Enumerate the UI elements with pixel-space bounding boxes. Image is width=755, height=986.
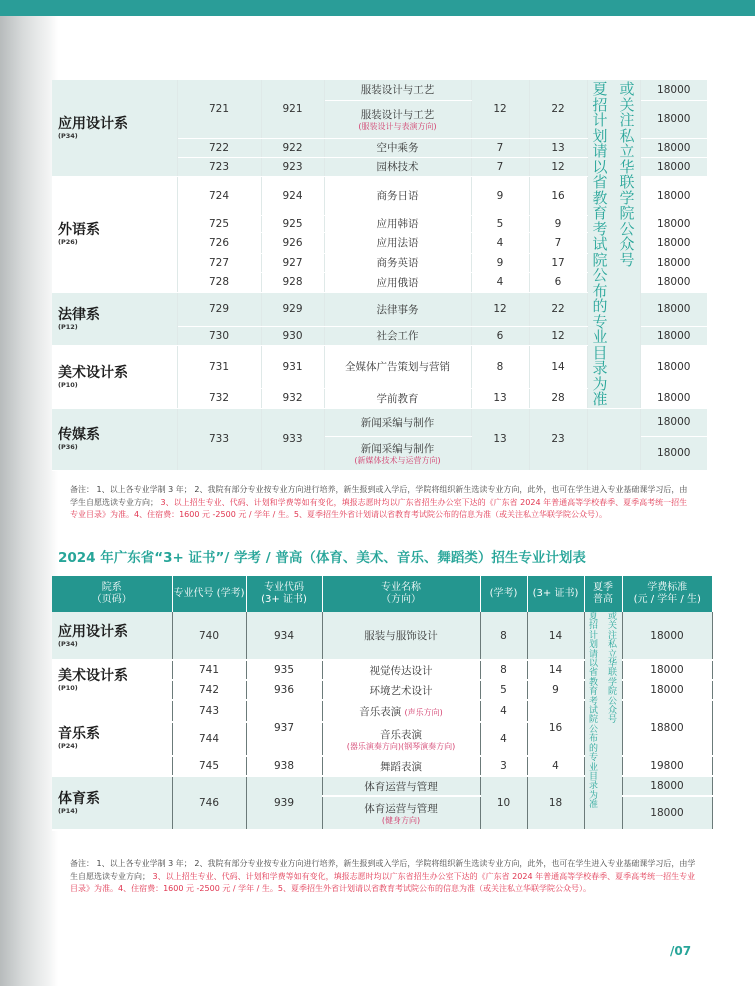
code-a: 746 bbox=[172, 776, 246, 830]
major-name: 商务英语 bbox=[324, 253, 471, 272]
header-n2 bbox=[527, 576, 584, 612]
major-name: 商务日语 bbox=[324, 176, 471, 215]
major-direction: (服装设计与表演方向) bbox=[358, 121, 437, 131]
quota-b: 16 bbox=[529, 176, 587, 215]
note-1-part-1: 备注： 1、以上各专业学制 3 年； 2、我院有部分专业按专业方向进行培养，新生报到或入学后，学院将组织新生选读专业方向，此外，也可在学生进入专业基础课学习后，由学生自愿选读专业方向； bbox=[70, 485, 688, 507]
dept-cell-foreign bbox=[52, 176, 177, 292]
code-a: 733 bbox=[177, 408, 261, 470]
dept-page: (P26) bbox=[58, 238, 78, 246]
summer-note-text: 夏招计划请以省教育考试院公布的专业目录为准 bbox=[588, 612, 598, 811]
dept-cell-music bbox=[52, 700, 172, 776]
code-a: 727 bbox=[177, 253, 261, 272]
quota-b: 22 bbox=[529, 292, 587, 326]
fee: 18000 bbox=[640, 326, 707, 345]
major-name: 新闻采编与制作 bbox=[324, 408, 471, 436]
enrollment-table-1 bbox=[52, 80, 707, 471]
fee: 18000 bbox=[640, 408, 707, 436]
fee: 18000 bbox=[622, 796, 712, 830]
code-a: 744 bbox=[172, 722, 246, 756]
fee: 18000 bbox=[640, 215, 707, 232]
major-name: 服装设计与工艺 bbox=[324, 80, 471, 100]
code-a: 740 bbox=[172, 612, 246, 660]
dept-name: 美术设计系 bbox=[58, 364, 128, 381]
major-name: 园林技术 bbox=[324, 157, 471, 176]
quota-b: 22 bbox=[529, 80, 587, 138]
quota-a: 13 bbox=[471, 408, 529, 470]
major-name bbox=[322, 700, 480, 722]
quota-a: 6 bbox=[471, 326, 529, 345]
code-b: 928 bbox=[261, 272, 324, 292]
quota-b: 23 bbox=[529, 408, 587, 470]
dept-page: (P34) bbox=[58, 131, 78, 140]
quota-a: 9 bbox=[471, 176, 529, 215]
code-b: 933 bbox=[261, 408, 324, 470]
major-name: 法律事务 bbox=[324, 292, 471, 326]
code-b: 937 bbox=[246, 700, 322, 756]
major-name: 应用韩语 bbox=[324, 215, 471, 232]
summer-note-cell bbox=[587, 80, 640, 408]
major-name bbox=[322, 722, 480, 756]
quota-a: 4 bbox=[471, 272, 529, 292]
major-direction: (器乐演奏方向)(钢琴演奏方向) bbox=[346, 741, 456, 751]
quota-b: 12 bbox=[529, 326, 587, 345]
quota-a: 13 bbox=[471, 388, 529, 408]
code-b: 929 bbox=[261, 292, 324, 326]
quota-b: 6 bbox=[529, 272, 587, 292]
dept-cell-art bbox=[52, 660, 172, 700]
quota-a: 4 bbox=[480, 722, 527, 756]
quota-b: 16 bbox=[527, 700, 584, 756]
header-major bbox=[322, 576, 480, 612]
major-name: 舞蹈表演 bbox=[322, 756, 480, 776]
dept-cell-art bbox=[52, 345, 177, 408]
quota-b: 4 bbox=[527, 756, 584, 776]
summer-note-text-2: 或关注私立华联学院公众号 bbox=[619, 80, 635, 269]
code-b: 934 bbox=[246, 612, 322, 660]
fee: 18000 bbox=[640, 157, 707, 176]
header-n2-label: (3+ 证书) bbox=[532, 588, 579, 599]
major-name: 社会工作 bbox=[324, 326, 471, 345]
dept-page: (P24) bbox=[58, 742, 78, 750]
quota-a: 7 bbox=[471, 157, 529, 176]
quota-b: 12 bbox=[529, 157, 587, 176]
header-code-a bbox=[172, 576, 246, 612]
dept-page: (P10) bbox=[58, 380, 78, 389]
code-b: 932 bbox=[261, 388, 324, 408]
fee: 18000 bbox=[640, 138, 707, 157]
quota-a: 9 bbox=[471, 253, 529, 272]
code-b: 925 bbox=[261, 215, 324, 232]
code-b: 924 bbox=[261, 176, 324, 215]
fee: 18000 bbox=[640, 80, 707, 100]
code-b: 938 bbox=[246, 756, 322, 776]
note-2 bbox=[70, 858, 696, 896]
fee: 18000 bbox=[622, 612, 712, 660]
enrollment-table-2 bbox=[52, 576, 713, 831]
note-2-part-2: 3、以上招生专业、代码、计划和学费等如有变化，填报志愿时均以广东省招生办公室下达的《广东省 2024 年普通高等学校春季、夏季高考统一招生专业目录》为准。4、住宿费：1600 元 -2500 元 / 学年 / 生。5、夏季招生外省计划请以省教育考试院公布的信息为准（或关注私立华联学院公众号）。 bbox=[70, 871, 696, 893]
code-b: 922 bbox=[261, 138, 324, 157]
code-b: 921 bbox=[261, 80, 324, 138]
dept-name: 应用设计系 bbox=[58, 623, 128, 640]
code-b: 935 bbox=[246, 660, 322, 680]
code-a: 725 bbox=[177, 215, 261, 232]
quota-b: 9 bbox=[527, 680, 584, 700]
note-2-part-1: 备注： 1、以上各专业学制 3 年； 2、我院有部分专业按专业方向进行培养，新生报到或入学后，学院将组织新生选读专业方向，此外，也可在学生进入专业基础课学习后，由学生自愿选读专业方向； bbox=[70, 859, 696, 881]
fee: 18800 bbox=[622, 700, 712, 756]
major-name: 服装与服饰设计 bbox=[322, 612, 480, 660]
major-direction: (新媒体技术与运营方向) bbox=[354, 455, 441, 465]
fee: 19800 bbox=[622, 756, 712, 776]
code-b: 936 bbox=[246, 680, 322, 700]
dept-name: 音乐系 bbox=[58, 726, 100, 742]
quota-a: 3 bbox=[480, 756, 527, 776]
quota-a: 12 bbox=[471, 292, 529, 326]
code-b: 931 bbox=[261, 345, 324, 388]
header-dept-sub: （页码） bbox=[91, 594, 132, 605]
code-b: 939 bbox=[246, 776, 322, 830]
dept-name: 法律系 bbox=[58, 306, 100, 323]
code-a: 726 bbox=[177, 232, 261, 253]
quota-b: 14 bbox=[529, 345, 587, 388]
quota-b: 7 bbox=[529, 232, 587, 253]
major-label: 体育运营与管理 bbox=[364, 802, 438, 815]
header-code-b-sub: (3+ 证书) bbox=[261, 594, 307, 605]
dept-name: 美术设计系 bbox=[58, 668, 128, 684]
code-a: 732 bbox=[177, 388, 261, 408]
code-b: 923 bbox=[261, 157, 324, 176]
major-name: 体育运营与管理 bbox=[322, 776, 480, 796]
header-fee-sub: (元 / 学年 / 生) bbox=[633, 594, 701, 605]
fee: 18000 bbox=[640, 272, 707, 292]
header-dept-label: 院系 bbox=[101, 582, 122, 593]
major-label: 新闻采编与制作 bbox=[360, 442, 435, 455]
code-a: 742 bbox=[172, 680, 246, 700]
quota-b: 17 bbox=[529, 253, 587, 272]
dept-name: 应用设计系 bbox=[58, 115, 128, 132]
dept-cell-sport bbox=[52, 776, 172, 830]
major-name: 学前教育 bbox=[324, 388, 471, 408]
major-name: 应用俄语 bbox=[324, 272, 471, 292]
header-dept bbox=[52, 576, 172, 612]
header-code-b bbox=[246, 576, 322, 612]
fee: 18000 bbox=[640, 253, 707, 272]
header-code-b-label: 专业代码 bbox=[264, 582, 304, 593]
dept-cell-apply bbox=[52, 612, 172, 660]
fee: 18000 bbox=[640, 100, 707, 138]
quota-b: 28 bbox=[529, 388, 587, 408]
fee: 18000 bbox=[640, 176, 707, 215]
dept-name: 外语系 bbox=[58, 222, 100, 238]
fee: 18000 bbox=[640, 388, 707, 408]
dept-name: 传媒系 bbox=[58, 427, 100, 443]
major-name: 环境艺术设计 bbox=[322, 680, 480, 700]
quota-b: 14 bbox=[527, 660, 584, 680]
header-n1-label: (学考) bbox=[489, 588, 518, 599]
fee: 18000 bbox=[640, 436, 707, 470]
header-summer bbox=[584, 576, 622, 612]
section-title-2: 2024 年广东省“3+ 证书”/ 学考 / 普高（体育、美术、音乐、舞蹈类）招生专业计划表 bbox=[58, 550, 586, 566]
quota-a: 7 bbox=[471, 138, 529, 157]
code-a: 743 bbox=[172, 700, 246, 722]
major-direction: (健身方向) bbox=[381, 815, 421, 825]
major-label: 服装设计与工艺 bbox=[360, 108, 435, 121]
major-name: 视觉传达设计 bbox=[322, 660, 480, 680]
quota-a: 4 bbox=[471, 232, 529, 253]
major-name: 全媒体广告策划与营销 bbox=[324, 345, 471, 388]
dept-page: (P14) bbox=[58, 807, 78, 815]
major-name: 空中乘务 bbox=[324, 138, 471, 157]
quota-a: 8 bbox=[471, 345, 529, 388]
code-a: 745 bbox=[172, 756, 246, 776]
code-b: 926 bbox=[261, 232, 324, 253]
dept-cell-law bbox=[52, 292, 177, 345]
note-1-part-2: 3、以上招生专业、代码、计划和学费等如有变化，填报志愿时均以广东省招生办公室下达的《广东省 2024 年普通高等学校春季、夏季高考统一招生专业目录》为准。4、住宿费：1600 元 -2500 元 / 学年 / 生。5、夏季招生外省计划请以省教育考试院公布的信息为准（或关注私立华联学院公众号）。 bbox=[70, 497, 688, 519]
quota-b: 14 bbox=[527, 612, 584, 660]
header-major-sub: （方向） bbox=[381, 594, 421, 605]
header-fee bbox=[622, 576, 712, 612]
dept-page: (P34) bbox=[58, 639, 78, 648]
book-spine-shadow bbox=[0, 16, 58, 986]
code-b: 927 bbox=[261, 253, 324, 272]
summer-note-cell bbox=[584, 612, 622, 830]
major-name bbox=[324, 100, 471, 138]
code-a: 723 bbox=[177, 157, 261, 176]
dept-page: (P12) bbox=[58, 322, 78, 331]
top-color-bar bbox=[0, 0, 755, 16]
fee: 18000 bbox=[640, 292, 707, 326]
dept-cell-apply bbox=[52, 80, 177, 176]
code-b: 930 bbox=[261, 326, 324, 345]
major-direction: (声乐方向) bbox=[404, 707, 443, 717]
header-summer-label: 夏季 bbox=[593, 582, 613, 593]
major-name bbox=[322, 796, 480, 830]
quota-b: 13 bbox=[529, 138, 587, 157]
dept-page: (P36) bbox=[58, 443, 78, 451]
code-a: 721 bbox=[177, 80, 261, 138]
code-a: 741 bbox=[172, 660, 246, 680]
quota-b: 9 bbox=[529, 215, 587, 232]
major-label: 音乐表演 bbox=[359, 705, 402, 718]
code-a: 724 bbox=[177, 176, 261, 215]
code-a: 731 bbox=[177, 345, 261, 388]
header-fee-label: 学费标准 bbox=[647, 582, 688, 593]
dept-name: 体育系 bbox=[58, 791, 100, 807]
quota-a: 8 bbox=[480, 612, 527, 660]
code-a: 722 bbox=[177, 138, 261, 157]
major-name bbox=[324, 436, 471, 470]
dept-page: (P10) bbox=[58, 684, 78, 692]
major-label: 音乐表演 bbox=[380, 728, 422, 741]
quota-a: 4 bbox=[480, 700, 527, 722]
summer-note-text: 夏招计划请以省教育考试院公布的专业目录为准 bbox=[592, 80, 608, 408]
header-n1 bbox=[480, 576, 527, 612]
dept-cell-media bbox=[52, 408, 177, 470]
fee: 18000 bbox=[622, 680, 712, 700]
fee: 18000 bbox=[640, 345, 707, 388]
code-a: 730 bbox=[177, 326, 261, 345]
page-number: /07 bbox=[670, 944, 692, 958]
quota-a: 10 bbox=[480, 776, 527, 830]
code-a: 728 bbox=[177, 272, 261, 292]
quota-a: 5 bbox=[471, 215, 529, 232]
fee: 18000 bbox=[622, 660, 712, 680]
header-summer-sub: 普高 bbox=[593, 594, 613, 605]
code-a: 729 bbox=[177, 292, 261, 326]
header-code-a-label: 专业代号 (学考) bbox=[173, 588, 245, 599]
summer-note-cell-end bbox=[587, 408, 640, 470]
summer-note-text-2: 或关注私立华联学院公众号 bbox=[607, 612, 617, 726]
quota-a: 12 bbox=[471, 80, 529, 138]
header-major-label: 专业名称 bbox=[381, 582, 421, 593]
major-name: 应用法语 bbox=[324, 232, 471, 253]
fee: 18000 bbox=[640, 232, 707, 253]
fee: 18000 bbox=[622, 776, 712, 796]
quota-b: 18 bbox=[527, 776, 584, 830]
note-1 bbox=[70, 484, 692, 522]
quota-a: 8 bbox=[480, 660, 527, 680]
quota-a: 5 bbox=[480, 680, 527, 700]
